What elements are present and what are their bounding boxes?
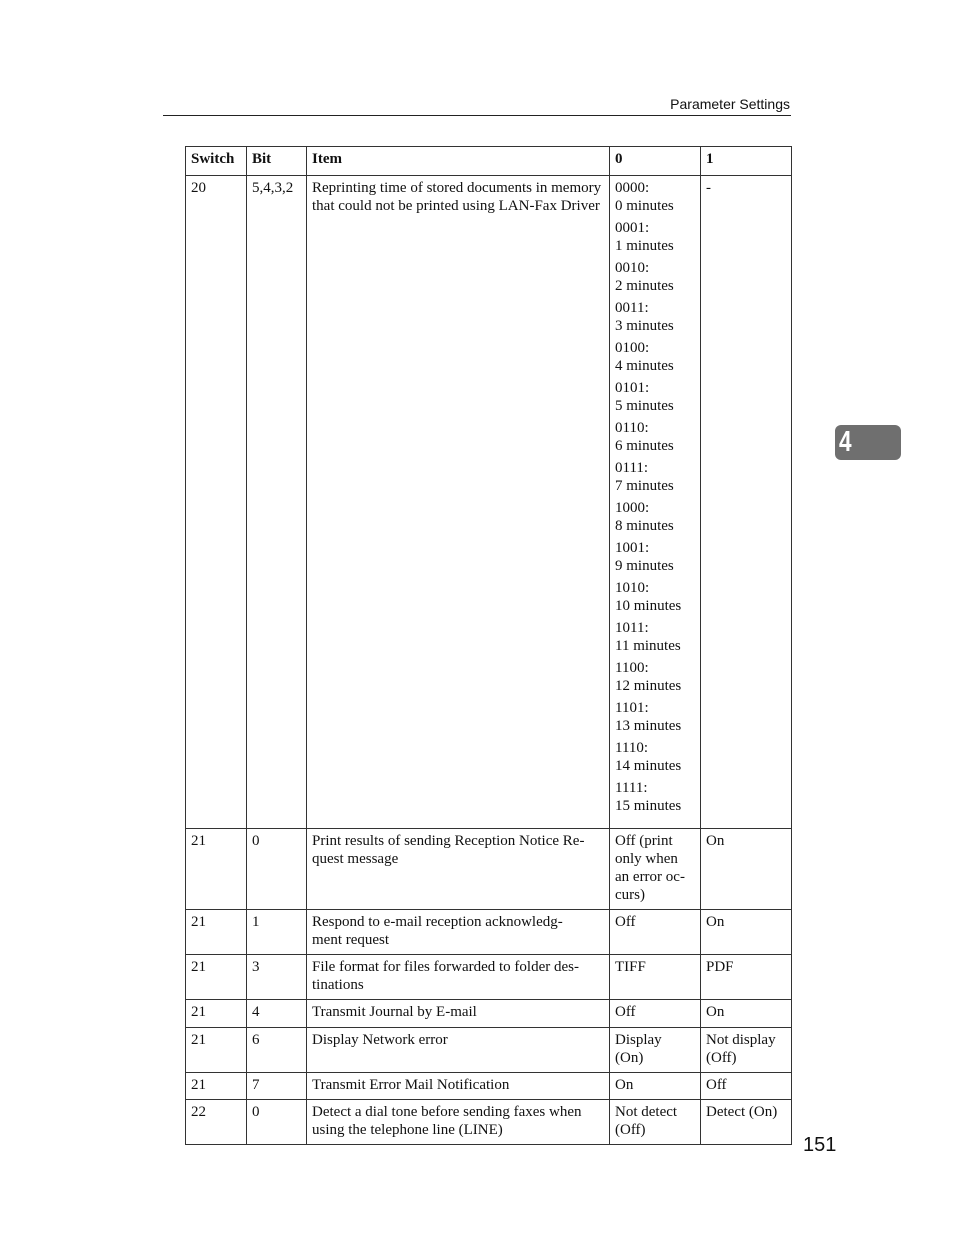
cell-line: Off (706, 1077, 727, 1093)
option-code: 0100: (615, 340, 650, 356)
cell-item (307, 955, 610, 1000)
option-code: 0010: (615, 260, 650, 276)
option-label: 11 minutes (615, 638, 681, 654)
cell-line: (On) (615, 1050, 644, 1066)
option-entry (615, 339, 695, 375)
option-label: 13 minutes (615, 718, 682, 734)
cell-bit: 4 (247, 1000, 307, 1028)
cell-line: On (706, 1004, 725, 1020)
option-code: 0011: (615, 300, 649, 316)
option-code: 1111: (615, 780, 648, 796)
table-row (186, 1028, 792, 1073)
option-label: 14 minutes (615, 758, 682, 774)
cell-value-0 (610, 1000, 701, 1028)
cell-bit: 5,4,3,2 (247, 176, 307, 829)
running-header: Parameter Settings (670, 96, 790, 112)
option-label: 2 minutes (615, 278, 674, 294)
cell-value-1 (701, 1100, 792, 1145)
cell-value-0 (610, 910, 701, 955)
option-code: 1001: (615, 540, 650, 556)
option-label: 4 minutes (615, 358, 674, 374)
option-entry (615, 259, 695, 295)
option-code: 0001: (615, 220, 650, 236)
cell-bit: 6 (247, 1028, 307, 1073)
table-header-row (186, 147, 792, 176)
option-code: 0101: (615, 380, 650, 396)
header-value-0: 0 (610, 147, 701, 176)
cell-value-0 (610, 955, 701, 1000)
option-label: 3 minutes (615, 318, 674, 334)
cell-line: Not detect (615, 1104, 678, 1120)
option-code: 1101: (615, 700, 649, 716)
table-row (186, 910, 792, 955)
cell-line: PDF (706, 959, 734, 975)
cell-line: Off (print (615, 833, 673, 849)
cell-switch: 21 (186, 955, 247, 1000)
cell-line: Off (615, 914, 636, 930)
cell-bit: 1 (247, 910, 307, 955)
cell-line: TIFF (615, 959, 646, 975)
option-label: 1 minutes (615, 238, 674, 254)
cell-switch: 22 (186, 1100, 247, 1145)
option-entry (615, 419, 695, 455)
option-label: 7 minutes (615, 478, 674, 494)
cell-line: Off (615, 1004, 636, 1020)
cell-bit: 3 (247, 955, 307, 1000)
cell-line: (Off) (706, 1050, 737, 1066)
cell-line: only when (615, 851, 678, 867)
cell-line: tinations (312, 977, 364, 993)
option-entry (615, 499, 695, 535)
cell-line: ment request (312, 932, 390, 948)
option-code: 1011: (615, 620, 649, 636)
cell-line: Transmit Error Mail Notification (312, 1077, 510, 1093)
table-row (186, 1000, 792, 1028)
cell-bit: 0 (247, 829, 307, 910)
cell-value-0 (610, 176, 701, 829)
option-label: 0 minutes (615, 198, 674, 214)
cell-line: Respond to e-mail reception acknowledg- (312, 914, 563, 930)
table-row (186, 955, 792, 1000)
table-row (186, 829, 792, 910)
option-entry (615, 379, 695, 415)
option-code: 1110: (615, 740, 649, 756)
cell-switch: 21 (186, 829, 247, 910)
option-code: 1000: (615, 500, 650, 516)
cell-value-0 (610, 829, 701, 910)
option-code: 0111: (615, 460, 649, 476)
cell-line: (Off) (615, 1122, 646, 1138)
parameter-table (185, 146, 792, 1145)
cell-value-1 (701, 1073, 792, 1100)
cell-item (307, 1100, 610, 1145)
option-code: 0000: (615, 180, 650, 196)
cell-line: On (615, 1077, 634, 1093)
cell-line: quest message (312, 851, 399, 867)
cell-value-1 (701, 955, 792, 1000)
table-row (186, 1073, 792, 1100)
cell-line: File format for files forwarded to folder des- (312, 959, 579, 975)
table-row (186, 1100, 792, 1145)
cell-line: Detect (On) (706, 1104, 778, 1120)
option-entry (615, 619, 695, 655)
cell-value-0 (610, 1073, 701, 1100)
cell-item (307, 1000, 610, 1028)
cell-item (307, 1028, 610, 1073)
option-entry (615, 699, 695, 735)
table-row (186, 176, 792, 829)
cell-line: Print results of sending Reception Notice Re- (312, 833, 585, 849)
cell-value-0 (610, 1100, 701, 1145)
cell-value-1: - (701, 176, 792, 829)
option-label: 8 minutes (615, 518, 674, 534)
chapter-tab-number: 4 (839, 426, 852, 458)
option-entry (615, 779, 695, 815)
option-entry (615, 739, 695, 775)
option-entry (615, 459, 695, 495)
cell-item: Reprinting time of stored documents in memory that could not be printed using LAN-Fax Driver (307, 176, 610, 829)
header-value-1: 1 (701, 147, 792, 176)
option-entry (615, 299, 695, 335)
cell-switch: 21 (186, 1028, 247, 1073)
option-code: 0110: (615, 420, 649, 436)
cell-line: using the telephone line (LINE) (312, 1122, 503, 1138)
cell-line: Detect a dial tone before sending faxes when (312, 1104, 582, 1120)
chapter-tab (835, 425, 901, 460)
cell-value-1 (701, 1028, 792, 1073)
cell-item (307, 910, 610, 955)
cell-value-1 (701, 910, 792, 955)
cell-switch: 21 (186, 1073, 247, 1100)
cell-switch: 21 (186, 910, 247, 955)
option-label: 15 minutes (615, 798, 682, 814)
cell-item (307, 1073, 610, 1100)
cell-line: Not display (706, 1032, 776, 1048)
cell-line: an error oc- (615, 869, 685, 885)
header-bit: Bit (247, 147, 307, 176)
cell-value-0 (610, 1028, 701, 1073)
option-entry (615, 179, 695, 215)
header-switch: Switch (186, 147, 247, 176)
option-code: 1010: (615, 580, 650, 596)
option-entry (615, 659, 695, 695)
header-item: Item (307, 147, 610, 176)
option-label: 9 minutes (615, 558, 674, 574)
option-label: 5 minutes (615, 398, 674, 414)
cell-switch: 21 (186, 1000, 247, 1028)
cell-bit: 7 (247, 1073, 307, 1100)
header-divider (163, 115, 791, 116)
option-label: 12 minutes (615, 678, 682, 694)
cell-bit: 0 (247, 1100, 307, 1145)
cell-item (307, 829, 610, 910)
cell-line: Display (615, 1032, 662, 1048)
page-number: 151 (803, 1134, 837, 1156)
option-label: 10 minutes (615, 598, 682, 614)
option-code: 1100: (615, 660, 649, 676)
cell-value-1 (701, 829, 792, 910)
cell-line: Display Network error (312, 1032, 448, 1048)
cell-line: curs) (615, 887, 645, 903)
option-entry (615, 219, 695, 255)
option-label: 6 minutes (615, 438, 674, 454)
option-entry (615, 539, 695, 575)
cell-line: On (706, 833, 725, 849)
cell-line: On (706, 914, 725, 930)
cell-switch: 20 (186, 176, 247, 829)
option-entry (615, 579, 695, 615)
cell-value-1 (701, 1000, 792, 1028)
cell-line: Transmit Journal by E-mail (312, 1004, 477, 1020)
